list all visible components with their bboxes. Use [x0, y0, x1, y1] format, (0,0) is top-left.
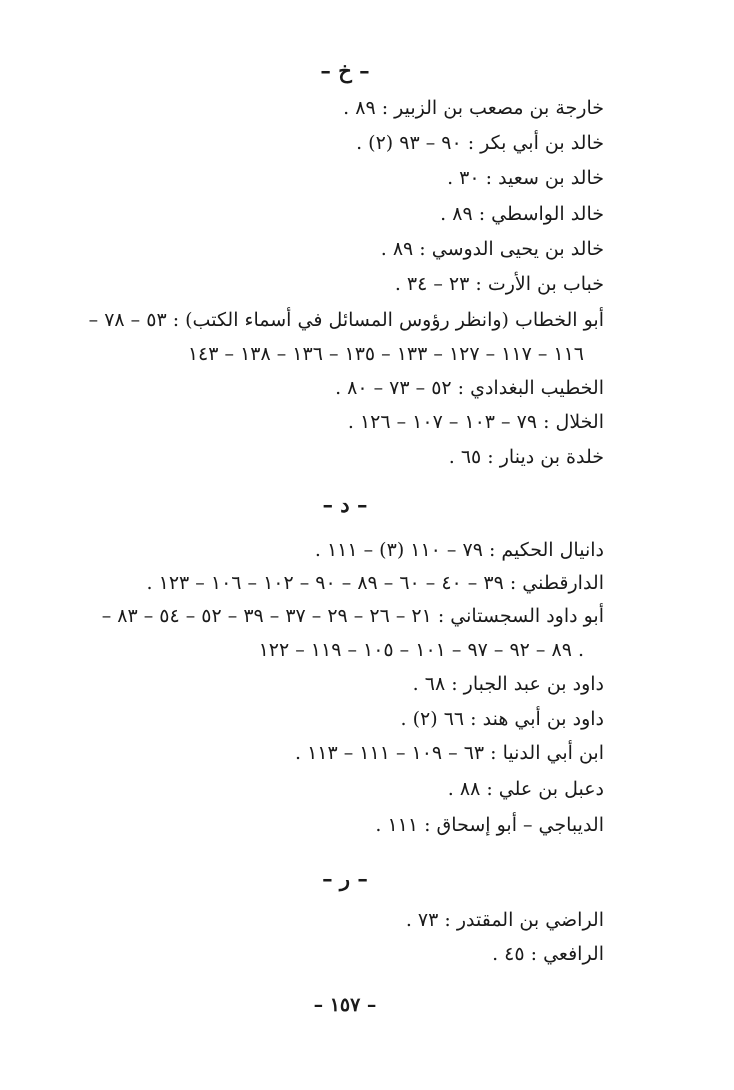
index-entry: الدارقطني : ٣٩ – ٤٠ – ٦٠ – ٨٩ – ٩٠ – ١٠٢ – ١٠٦ – ١٢٣ .	[146, 572, 604, 594]
index-entry: داود بن أبي هند : ٦٦ (٢) .	[400, 708, 604, 730]
index-entry-continuation: ٨٩ – ٩٢ – ٩٧ – ١٠١ – ١٠٥ – ١١٩ – ١٢٢ .	[258, 639, 584, 661]
index-entry: الديباجي – أبو إسحاق : ١١١ .	[375, 814, 604, 836]
index-entry: ابن أبي الدنيا : ٦٣ – ١٠٩ – ١١١ – ١١٣ .	[294, 742, 604, 764]
index-entry-continuation: ١١٦ – ١١٧ – ١٢٧ – ١٣٣ – ١٣٥ – ١٣٦ – ١٣٨ – ١٤٣	[187, 343, 584, 365]
index-entry: داود بن عبد الجبار : ٦٨ .	[412, 673, 604, 695]
index-entry: أبو داود السجستاني : ٢١ – ٢٦ – ٢٩ – ٣٧ – ٣٩ – ٥٢ – ٥٤ – ٨٣ –	[101, 605, 604, 627]
page-number: – ١٥٧ –	[313, 994, 377, 1016]
index-entry: خالد بن سعيد : ٣٠ .	[447, 167, 604, 189]
index-entry: خالد بن يحيى الدوسي : ٨٩ .	[380, 238, 604, 260]
index-entry: الرافعي : ٤٥ .	[492, 943, 604, 965]
index-entry: خارجة بن مصعب بن الزبير : ٨٩ .	[343, 97, 604, 119]
index-entry: خباب بن الأرت : ٢٣ – ٣٤ .	[394, 273, 604, 295]
index-entry: أبو الخطاب (وانظر رؤوس المسائل في أسماء الكتب) : ٥٣ – ٧٨ –	[88, 309, 604, 331]
index-entry: الخلال : ٧٩ – ١٠٣ – ١٠٧ – ١٢٦ .	[347, 411, 604, 433]
section-heading-dal: – د –	[322, 492, 368, 517]
index-entry: دانيال الحكيم : ٧٩ – ١١٠ (٣) – ١١١ .	[314, 539, 604, 561]
section-heading-ra: – ر –	[322, 866, 368, 891]
index-entry: دعبل بن علي : ٨٨ .	[447, 778, 604, 800]
index-entry: خالد بن أبي بكر : ٩٠ – ٩٣ (٢) .	[356, 132, 604, 154]
index-entry: خالد الواسطي : ٨٩ .	[440, 203, 604, 225]
index-entry: الخطيب البغدادي : ٥٢ – ٧٣ – ٨٠ .	[335, 377, 604, 399]
index-entry: خلدة بن دينار : ٦٥ .	[448, 446, 604, 468]
index-entry: الراضي بن المقتدر : ٧٣ .	[405, 909, 604, 931]
section-heading-kha: – خ –	[320, 58, 370, 83]
